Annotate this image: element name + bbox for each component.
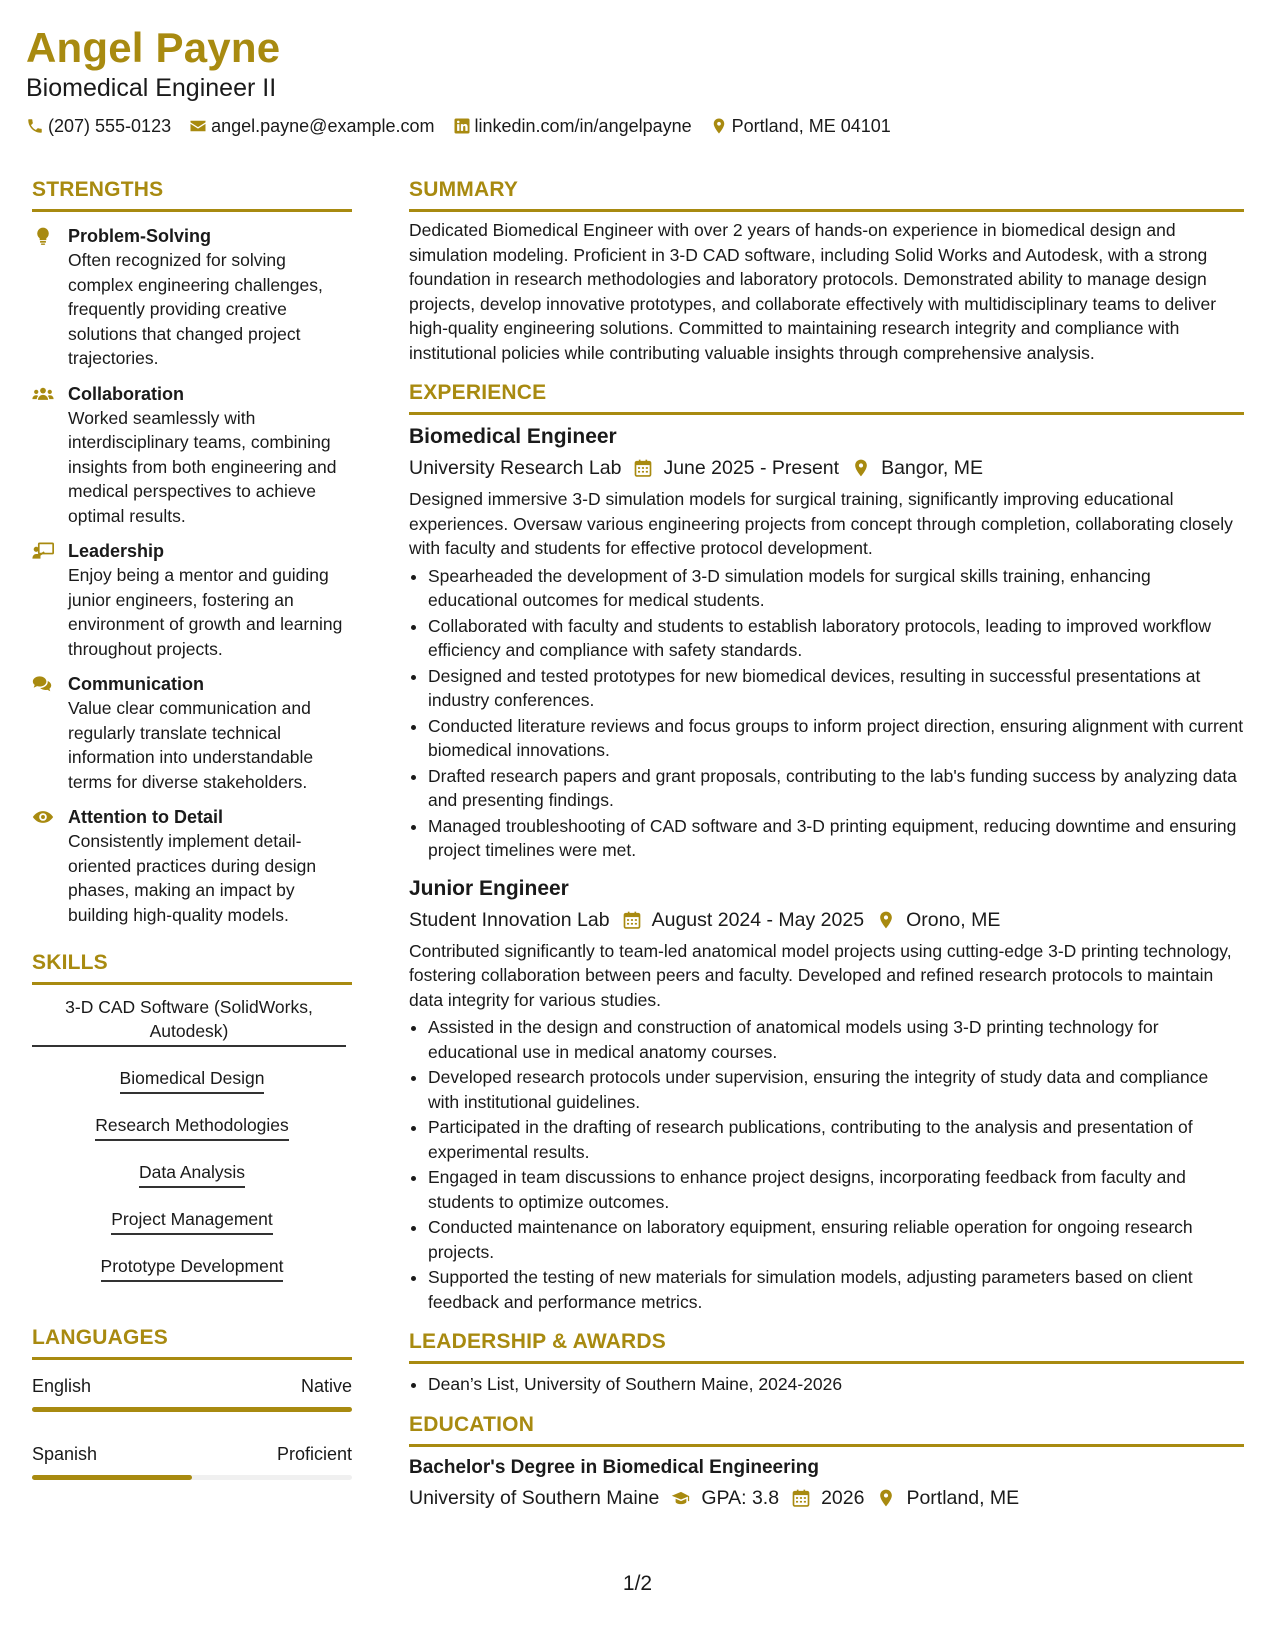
job-location: Orono, ME: [906, 908, 1001, 931]
calendar-icon: [622, 910, 642, 930]
graduation-cap-icon: [671, 1488, 691, 1508]
job-org: Student Innovation Lab: [409, 908, 610, 931]
strength-title: Attention to Detail: [68, 807, 223, 827]
comments-icon: [32, 674, 54, 694]
chalkboard-teacher-icon: [32, 541, 54, 561]
language-name: English: [32, 1376, 92, 1396]
experience-title: EXPERIENCE: [409, 379, 1244, 415]
job-dates: June 2025 - Present: [663, 457, 840, 479]
education-entry: [409, 1455, 1244, 1512]
contact-email[interactable]: [189, 114, 434, 138]
job-title: Junior Engineer: [409, 876, 569, 900]
language-item: [32, 1374, 352, 1412]
job-org: University Research Lab: [409, 457, 622, 479]
strength-title: Collaboration: [68, 383, 184, 404]
candidate-name: Angel Payne: [26, 24, 281, 71]
list-item: • Spearheaded the development of 3-D simulation models for surgical skills training, enhancing educational outcomes for medical students.: [428, 564, 1244, 613]
page-number: 1/2: [622, 1572, 653, 1595]
skill-item: 3-D CAD Software (SolidWorks, Autodesk): [32, 995, 352, 1047]
job-entry: [409, 875, 1244, 1315]
education-year: 2026: [821, 1486, 865, 1509]
strength-item: [32, 224, 352, 371]
list-item: • Developed research protocols under supervision, ensuring the integrity of study data and compliance with institutional guidelines.: [428, 1065, 1244, 1114]
skills-list: [32, 995, 352, 1282]
map-pin-icon: [876, 910, 896, 930]
summary-text: Dedicated Biomedical Engineer with over 2 years of hands-on experience in biomedical design and simulation modeling. Proficient in 3-D CAD software, including Solid Works and Autodesk, with a strong foundation in research methodologies and laboratory protocols. Demonstrated ability to manage design projects, develop innovative prototypes, and collaborate effectively with multidisciplinary teams to deliver high-quality engineering solutions. Committed to maintaining research integrity and compliance with institutional policies while contributing valuable insights through comprehensive analysis.: [409, 220, 1217, 363]
list-item: • Dean’s List, University of Southern Maine, 2024-2026: [428, 1372, 1244, 1397]
language-name: Spanish: [32, 1444, 98, 1464]
summary-title: SUMMARY: [409, 176, 1244, 212]
job-location: Bangor, ME: [881, 457, 983, 479]
strength-desc: Worked seamlessly with interdisciplinary teams, combining insights from both engineering and medical perspectives to achieve optimal results.: [68, 407, 337, 526]
map-pin-icon: [710, 117, 728, 135]
candidate-role: Biomedical Engineer II: [26, 74, 277, 102]
language-level: Proficient: [276, 1444, 352, 1464]
education-title: EDUCATION: [409, 1411, 1244, 1447]
awards-list: [409, 1372, 1244, 1397]
job-meta: [409, 454, 1244, 482]
strength-item: [32, 805, 352, 927]
skill-item: Prototype Development: [32, 1254, 352, 1282]
list-item: • Supported the testing of new materials for simulation models, adjusting parameters based on client feedback and performance metrics.: [428, 1265, 1244, 1314]
strength-item: [32, 672, 352, 794]
list-item: • Assisted in the design and construction of anatomical models using 3-D printing technology for educational use in medical anatomy courses.: [428, 1015, 1244, 1064]
job-bullets: [409, 564, 1244, 863]
education-gpa: GPA: 3.8: [701, 1486, 780, 1509]
strength-item: [32, 382, 352, 529]
location-text: Portland, ME 04101: [731, 116, 891, 136]
languages-title: LANGUAGES: [32, 1324, 352, 1360]
contact-bar: [26, 114, 1226, 138]
list-item: • Managed troubleshooting of CAD software and 3-D printing equipment, reducing downtime and ensuring project timelines were met.: [428, 814, 1244, 863]
strength-title: Communication: [68, 674, 205, 694]
contact-linkedin[interactable]: [453, 114, 692, 138]
skill-item: Data Analysis: [32, 1160, 352, 1188]
map-pin-icon: [876, 1488, 896, 1508]
job-dates: August 2024 - May 2025: [651, 908, 865, 931]
language-proficiency-bar: [32, 1407, 352, 1412]
education-school: University of Southern Maine: [409, 1486, 660, 1509]
strengths-title: STRENGTHS: [32, 176, 352, 212]
strength-title: Problem-Solving: [68, 226, 212, 246]
phone-text: (207) 555-0123: [48, 116, 172, 136]
strength-item: [32, 539, 352, 661]
phone-icon: [26, 117, 44, 135]
job-description: Contributed significantly to team-led anatomical model projects using cutting-edge 3-D printing technology, fostering collaboration between peers and faculty. Developed and refined research protocols to maintain data integrity for various studies.: [409, 940, 1232, 1010]
envelope-icon: [189, 117, 207, 135]
job-title: Biomedical Engineer: [409, 425, 617, 448]
eye-icon: [32, 807, 54, 827]
list-item: • Engaged in team discussions to enhance project designs, incorporating feedback from faculty and students to optimize outcomes.: [428, 1165, 1244, 1214]
strength-desc: Enjoy being a mentor and guiding junior engineers, fostering an environment of growth and learning throughout projects.: [68, 565, 343, 659]
list-item: • Designed and tested prototypes for new biomedical devices, resulting in successful presentations at industry conferences.: [428, 664, 1244, 713]
skill-item: Project Management: [32, 1207, 352, 1235]
list-item: • Collaborated with faculty and students to establish laboratory protocols, leading to improved workflow efficiency and compliance with safety standards.: [428, 614, 1244, 663]
skills-title: SKILLS: [32, 949, 352, 985]
contact-phone: [26, 114, 171, 138]
language-item: [32, 1442, 352, 1480]
education-degree: Bachelor's Degree in Biomedical Engineering: [409, 1456, 819, 1478]
education-meta: [409, 1484, 1244, 1512]
contact-location: [710, 114, 891, 138]
right-column: [409, 176, 1244, 1512]
job-entry: [409, 423, 1244, 863]
list-item: • Drafted research papers and grant proposals, contributing to the lab's funding success by analyzing data and presenting findings.: [428, 764, 1244, 813]
skill-item: Research Methodologies: [32, 1113, 352, 1141]
strength-desc: Often recognized for solving complex engineering challenges, frequently providing creative solutions that changed project trajectories.: [68, 250, 323, 368]
job-description: Designed immersive 3-D simulation models for surgical training, significantly improving educational experiences. Oversaw various engineering projects from concept through completion, collaborating closely with faculty and students for effective protocol development.: [409, 489, 1233, 558]
skill-item: Biomedical Design: [32, 1066, 352, 1094]
linkedin-icon: [453, 117, 471, 135]
language-proficiency-bar: [32, 1475, 352, 1480]
lightbulb-icon: [32, 226, 54, 246]
linkedin-text: linkedin.com/in/angelpayne: [474, 116, 692, 136]
language-level: Native: [300, 1376, 352, 1396]
list-item: • Conducted maintenance on laboratory equipment, ensuring reliable operation for ongoing research projects.: [428, 1215, 1244, 1264]
users-icon: [32, 384, 54, 404]
list-item: • Conducted literature reviews and focus groups to inform project direction, ensuring alignment with current biomedical innovations.: [428, 714, 1244, 763]
map-pin-icon: [851, 458, 871, 478]
calendar-icon: [791, 1488, 811, 1508]
calendar-icon: [633, 458, 653, 478]
job-bullets: [409, 1015, 1244, 1314]
strength-desc: Value clear communication and regularly translate technical information into understandable terms for diverse stakeholders.: [68, 698, 314, 792]
strength-desc: Consistently implement detail-oriented practices during design phases, making an impact by building high-quality models.: [68, 831, 317, 925]
job-meta: [409, 906, 1244, 934]
strength-title: Leadership: [68, 541, 165, 561]
left-column: [32, 176, 352, 1480]
education-location: Portland, ME: [906, 1486, 1020, 1509]
list-item: • Participated in the drafting of research publications, contributing to the analysis and presentation of experimental results.: [428, 1115, 1244, 1164]
resume-header: [26, 22, 1226, 138]
email-text: angel.payne@example.com: [211, 116, 435, 136]
awards-title: LEADERSHIP & AWARDS: [409, 1328, 1244, 1364]
